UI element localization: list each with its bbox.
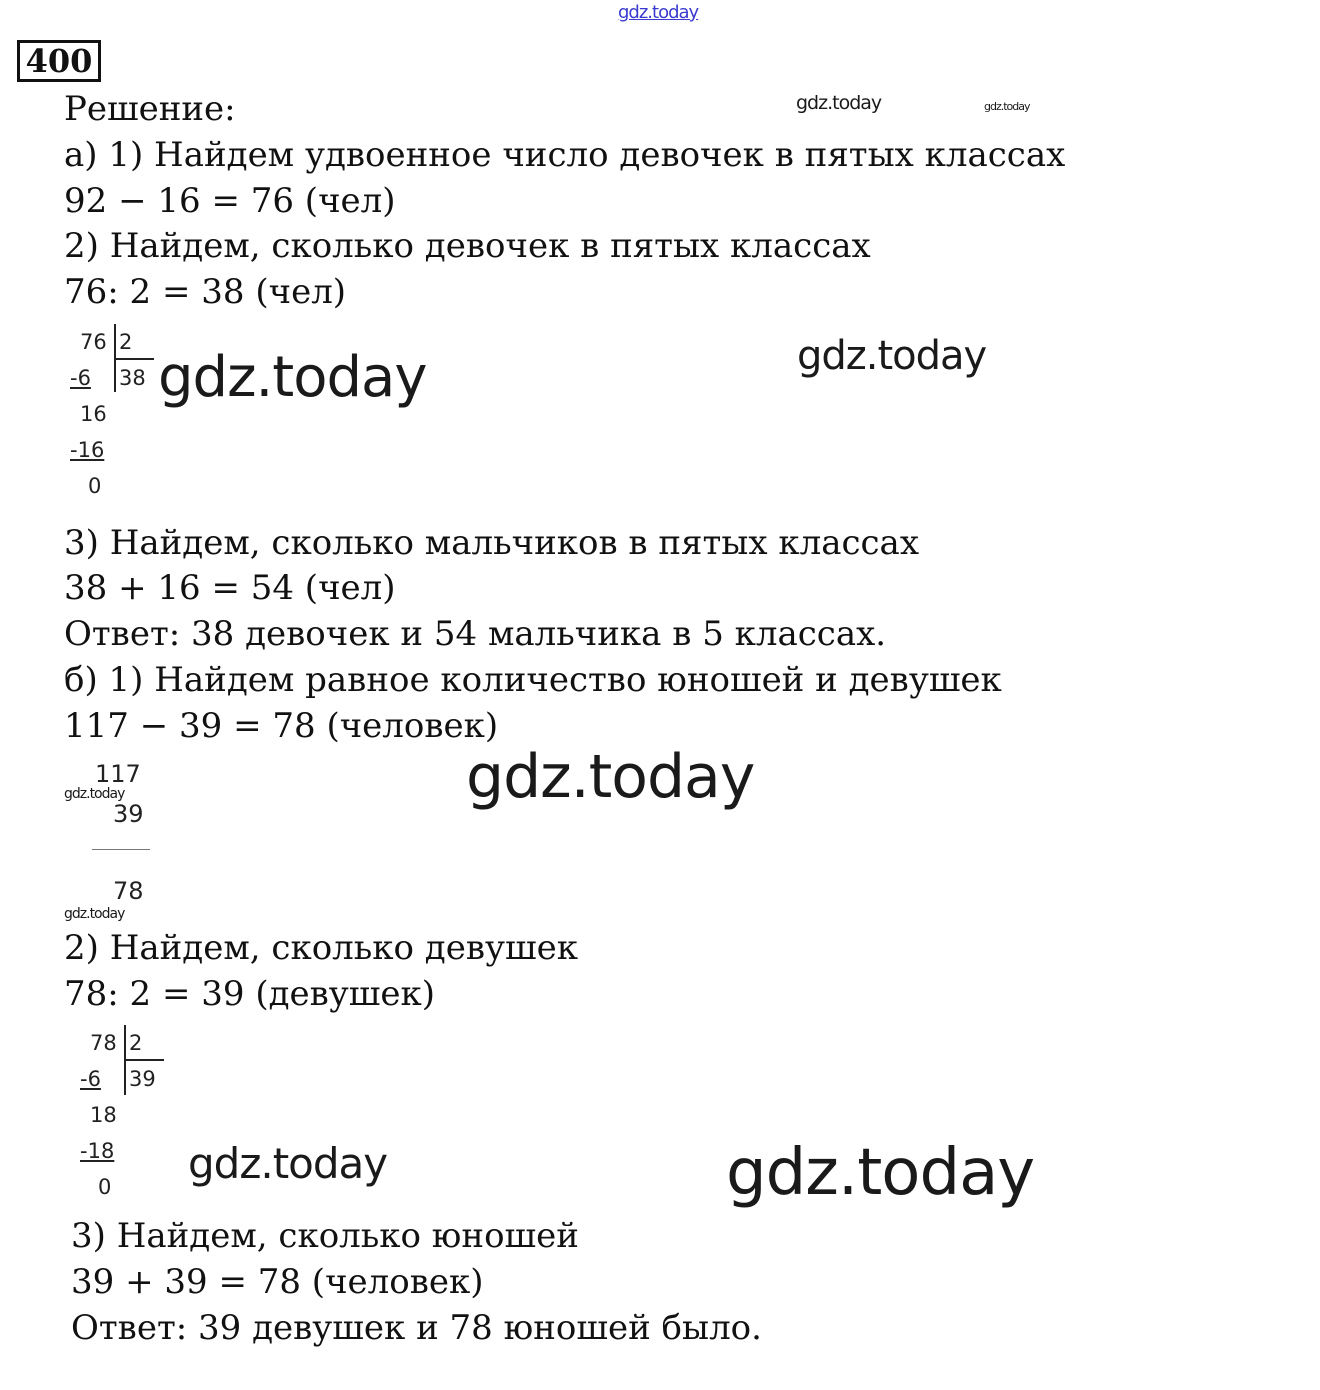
problem-number: 400 [17, 40, 101, 82]
a-div-sub2: -16 [70, 438, 105, 462]
a-div-quotient: 38 [119, 366, 146, 390]
watermark: gdz.today [64, 906, 125, 922]
watermark: gdz.today [984, 100, 1030, 113]
b-answer: Ответ: 39 девушек и 78 юношей было. [71, 1308, 762, 1348]
a-div-rem2: 0 [88, 474, 102, 498]
watermark-top: gdz.today [618, 2, 699, 23]
b-step2-text: 2) Найдем, сколько девушек [64, 928, 578, 968]
a-div-divisor: 2 [119, 330, 133, 354]
a-step2-expr: 76: 2 = 38 (чел) [64, 272, 347, 312]
b-div-sub1: -6 [80, 1067, 101, 1091]
b-step3-text: 3) Найдем, сколько юношей [71, 1216, 579, 1256]
a-answer: Ответ: 38 девочек и 54 мальчика в 5 классах. [64, 614, 887, 654]
b-div-horizontal-bar [124, 1059, 164, 1061]
a-div-sub1: -6 [70, 366, 91, 390]
b-step3-expr: 39 + 39 = 78 (человек) [71, 1262, 484, 1302]
b-div-rem1: 18 [90, 1103, 117, 1127]
b-sub-line [92, 849, 150, 850]
solution-title: Решение: [64, 89, 236, 129]
watermark: gdz.today [726, 1136, 1035, 1210]
a-step3-text: 3) Найдем, сколько мальчиков в пятых классах [64, 523, 919, 563]
b-div-sub2: -18 [80, 1139, 115, 1163]
a-div-dividend: 76 [80, 330, 107, 354]
watermark: gdz.today [158, 345, 427, 410]
b-step2-expr: 78: 2 = 39 (девушек) [64, 974, 436, 1014]
b-div-quotient: 39 [129, 1067, 156, 1091]
a-step1-expr: 92 − 16 = 76 (чел) [64, 181, 396, 221]
watermark: gdz.today [796, 92, 882, 114]
b-div-divisor: 2 [129, 1031, 143, 1055]
a-step1-text: а) 1) Найдем удвоенное число девочек в пятых классах [64, 135, 1066, 175]
b-div-rem2: 0 [98, 1175, 112, 1199]
watermark: gdz.today [64, 786, 125, 802]
watermark: gdz.today [797, 333, 987, 379]
a-div-rem1: 16 [80, 402, 107, 426]
b-sub-result: 78 [113, 877, 144, 905]
b-div-dividend: 78 [90, 1031, 117, 1055]
watermark: gdz.today [466, 742, 755, 812]
a-step2-text: 2) Найдем, сколько девочек в пятых классах [64, 226, 871, 266]
b-sub-subtrahend: 39 [113, 800, 144, 828]
a-div-horizontal-bar [114, 358, 154, 360]
a-step3-expr: 38 + 16 = 54 (чел) [64, 568, 396, 608]
b-sub-minuend: 117 [95, 760, 141, 788]
b-step1-expr: 117 − 39 = 78 (человек) [64, 706, 499, 746]
watermark: gdz.today [188, 1139, 388, 1188]
b-step1-text: б) 1) Найдем равное количество юношей и девушек [64, 660, 1002, 700]
